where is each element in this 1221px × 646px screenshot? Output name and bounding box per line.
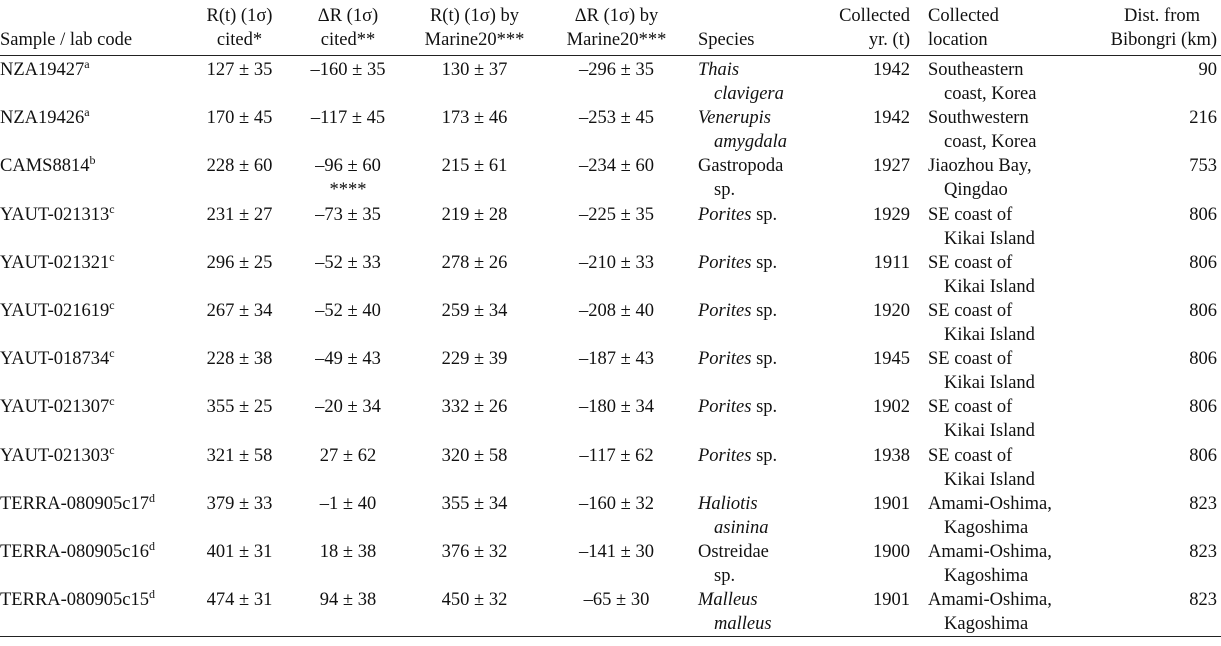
cell-rt-cited: 267 ± 34	[206, 300, 273, 321]
cell-sample: NZA19426$^a$	[0, 105, 90, 129]
species-suffix: sp.	[751, 445, 778, 466]
cell-collected-location: SE coast of Kikai Island	[928, 397, 1035, 442]
table-row	[0, 106, 1221, 154]
species-name: Porites	[698, 349, 752, 370]
cell-rt-marine20: 173 ± 46	[441, 108, 508, 129]
cell-rt-cited: 474 ± 31	[206, 590, 273, 611]
header-rt-cited: R(t) (1σ) cited*	[206, 6, 273, 50]
species-suffix: sp.	[751, 397, 778, 418]
footnote-marker: c	[109, 201, 115, 216]
cell-dr-cited: –160 ± 35	[310, 60, 386, 80]
species-suffix: sp.	[751, 349, 778, 370]
cell-species	[688, 444, 814, 492]
table-row	[0, 540, 1221, 588]
cell-dr-cited: 18 ± 38	[319, 541, 377, 562]
species-suffix: sp.	[751, 204, 778, 225]
cell-dr-cited: 27 ± 62	[319, 445, 377, 466]
cell-collected-year: 1900	[873, 541, 910, 562]
cell-dr-cited: –73 ± 35	[315, 204, 381, 225]
cell-rt-cited: 355 ± 25	[206, 397, 273, 418]
cell-collected-year: 1901	[873, 493, 910, 514]
cell-distance: 806	[1189, 397, 1217, 418]
cell-rt-marine20: 332 ± 26	[441, 397, 508, 418]
table-body	[0, 56, 1221, 637]
cell-rt-marine20: 355 ± 34	[441, 493, 508, 514]
footnote-marker: c	[109, 442, 115, 457]
cell-dr-marine20: –180 ± 34	[579, 397, 654, 418]
cell-dr-marine20: –234 ± 60	[579, 156, 654, 177]
cell-distance: 806	[1189, 252, 1217, 273]
cell-rt-marine20: 229 ± 39	[441, 349, 508, 370]
cell-dr-cited: 94 ± 38	[319, 590, 377, 611]
header-collected-year: Collected yr. (t)	[839, 6, 910, 50]
table-row	[0, 56, 1221, 107]
cell-sample: YAUT-021321$^c$	[0, 249, 115, 273]
cell-collected-year: 1942	[873, 108, 910, 129]
table-row	[0, 444, 1221, 492]
table-row	[0, 154, 1221, 202]
cell-collected-location: Amami-Oshima, Kagoshima	[928, 493, 1052, 538]
cell-sample: NZA19427$^a$	[0, 57, 90, 80]
species-name-line2: malleus	[714, 614, 772, 635]
table-row	[0, 251, 1221, 299]
species-name-line2: asinina	[714, 517, 769, 538]
cell-collected-location: Amami-Oshima, Kagoshima	[928, 590, 1052, 635]
cell-rt-marine20: 215 ± 61	[441, 156, 508, 177]
footnote-marker: d	[149, 490, 156, 505]
cell-collected-location: SE coast of Kikai Island	[928, 445, 1035, 490]
cell-collected-year: 1920	[873, 300, 910, 321]
cell-dr-cited: –52 ± 33	[315, 252, 381, 273]
cell-rt-marine20: 320 ± 58	[441, 445, 508, 466]
cell-distance: 753	[1189, 156, 1217, 177]
footnote-marker: c	[109, 297, 115, 312]
header-distance: Dist. from Bibongri (km)	[1110, 6, 1217, 50]
cell-dr-cited: –1 ± 40	[319, 493, 377, 514]
header-row	[0, 0, 1221, 56]
species-name: Gastropoda	[698, 156, 784, 177]
cell-distance: 90	[1198, 60, 1217, 80]
cell-rt-cited: 296 ± 25	[206, 252, 273, 273]
cell-rt-marine20: 130 ± 37	[441, 60, 508, 80]
cell-collected-location: SE coast of Kikai Island	[928, 204, 1035, 249]
cell-sample: YAUT-021619$^c$	[0, 297, 115, 321]
cell-species	[688, 106, 814, 154]
cell-species	[688, 251, 814, 299]
footnote-marker: a	[84, 105, 90, 120]
cell-collected-location: Southwestern coast, Korea	[928, 108, 1037, 153]
cell-sample: TERRA-080905c16$^d$	[0, 538, 156, 562]
cell-rt-cited: 321 ± 58	[206, 445, 273, 466]
cell-collected-location: SE coast of Kikai Island	[928, 349, 1035, 394]
cell-collected-location: SE coast of Kikai Island	[928, 252, 1035, 297]
table-row	[0, 203, 1221, 251]
cell-dr-marine20: –160 ± 32	[579, 493, 654, 514]
cell-dr-marine20: –187 ± 43	[579, 349, 654, 370]
cell-dr-cited: –52 ± 40	[315, 300, 381, 321]
cell-collected-year: 1929	[873, 204, 910, 225]
cell-collected-year: 1927	[873, 156, 910, 177]
cell-rt-marine20: 376 ± 32	[441, 541, 508, 562]
cell-distance: 806	[1189, 204, 1217, 225]
species-suffix: sp.	[751, 300, 778, 321]
species-name: Porites	[698, 300, 752, 321]
cell-collected-year: 1942	[873, 60, 910, 80]
cell-sample: YAUT-021313$^c$	[0, 201, 115, 225]
cell-dr-cited: –49 ± 43	[315, 349, 381, 370]
cell-dr-cited: –117 ± 45	[310, 108, 386, 129]
footnote-marker: c	[109, 346, 115, 361]
cell-rt-cited: 401 ± 31	[206, 541, 273, 562]
cell-distance: 806	[1189, 300, 1217, 321]
cell-sample: TERRA-080905c15$^d$	[0, 587, 156, 611]
footnote-marker: d	[149, 538, 156, 553]
species-name: Ostreidae	[698, 541, 769, 562]
cell-sample: YAUT-021303$^c$	[0, 442, 115, 466]
cell-collected-location: Amami-Oshima, Kagoshima	[928, 541, 1052, 586]
cell-rt-cited: 231 ± 27	[206, 204, 273, 225]
footnote-marker: a	[84, 57, 90, 71]
cell-rt-cited: 379 ± 33	[206, 493, 273, 514]
cell-dr-cited: –20 ± 34	[315, 397, 381, 418]
cell-species	[688, 588, 814, 637]
species-name: Thais	[698, 60, 740, 80]
species-name-line2: sp.	[714, 180, 736, 201]
cell-rt-cited: 127 ± 35	[206, 60, 273, 80]
species-name-line2: sp.	[714, 565, 736, 586]
species-name: Porites	[698, 445, 752, 466]
cell-collected-year: 1938	[873, 445, 910, 466]
cell-dr-marine20: –253 ± 45	[579, 108, 654, 129]
cell-rt-marine20: 450 ± 32	[441, 590, 508, 611]
cell-rt-cited: 170 ± 45	[206, 108, 273, 129]
cell-dr-marine20: –296 ± 35	[579, 60, 654, 80]
cell-dr-marine20: –65 ± 30	[583, 590, 650, 611]
cell-collected-location: Jiaozhou Bay, Qingdao	[928, 156, 1032, 201]
cell-dr-marine20: –210 ± 33	[579, 252, 654, 273]
table-row	[0, 299, 1221, 347]
cell-sample: CAMS8814$^b$	[0, 153, 96, 177]
cell-sample: YAUT-018734$^c$	[0, 346, 115, 370]
species-name: Haliotis	[698, 493, 758, 514]
cell-species	[688, 492, 814, 540]
header-dr-marine20: ΔR (1σ) by Marine20***	[566, 6, 667, 50]
species-name: Venerupis	[698, 108, 771, 129]
cell-species	[688, 395, 814, 443]
footnote-marker: b	[89, 153, 96, 168]
footnote-marker: c	[109, 249, 115, 264]
species-name: Porites	[698, 204, 752, 225]
species-name: Porites	[698, 252, 752, 273]
species-name-line2: clavigera	[714, 84, 784, 104]
species-suffix: sp.	[751, 252, 778, 273]
cell-species	[688, 540, 814, 588]
cell-dr-marine20: –208 ± 40	[579, 300, 654, 321]
cell-rt-cited: 228 ± 38	[206, 349, 273, 370]
header-rt-marine20: R(t) (1σ) by Marine20***	[424, 6, 525, 50]
species-name: Malleus	[698, 590, 758, 611]
cell-distance: 806	[1189, 445, 1217, 466]
cell-species	[688, 56, 814, 107]
table-row	[0, 492, 1221, 540]
cell-species	[688, 154, 814, 202]
cell-species	[688, 347, 814, 395]
header-species: Species	[698, 30, 755, 50]
cell-rt-marine20: 259 ± 34	[441, 300, 508, 321]
cell-distance: 806	[1189, 349, 1217, 370]
cell-rt-cited: 228 ± 60	[206, 156, 273, 177]
cell-collected-location: SE coast of Kikai Island	[928, 300, 1035, 345]
cell-species	[688, 203, 814, 251]
cell-collected-year: 1902	[873, 397, 910, 418]
table-row	[0, 347, 1221, 395]
cell-dr-marine20: –141 ± 30	[579, 541, 654, 562]
cell-sample: TERRA-080905c17$^d$	[0, 490, 156, 514]
cell-rt-marine20: 278 ± 26	[441, 252, 508, 273]
cell-collected-location: Southeastern coast, Korea	[928, 60, 1037, 104]
cell-dr-cited: –96 ± 60 ****	[292, 154, 404, 202]
table-row	[0, 588, 1221, 637]
cell-collected-year: 1911	[873, 252, 910, 273]
header-collected-location: Collected location	[928, 6, 999, 50]
header-dr-cited: ΔR (1σ) cited**	[317, 6, 379, 50]
cell-dr-marine20: –225 ± 35	[579, 204, 654, 225]
dr-note: ****	[329, 180, 367, 201]
cell-distance: 823	[1189, 590, 1217, 611]
cell-dr-marine20: –117 ± 62	[579, 445, 654, 466]
cell-sample: YAUT-021307$^c$	[0, 394, 115, 418]
cell-rt-marine20: 219 ± 28	[441, 204, 508, 225]
footnote-marker: c	[109, 394, 115, 409]
cell-distance: 216	[1189, 108, 1217, 129]
cell-collected-year: 1945	[873, 349, 910, 370]
cell-distance: 823	[1189, 493, 1217, 514]
species-name: Porites	[698, 397, 752, 418]
table-row	[0, 395, 1221, 443]
species-name-line2: amygdala	[714, 132, 787, 153]
cell-collected-year: 1901	[873, 590, 910, 611]
cell-species	[688, 299, 814, 347]
footnote-marker: d	[149, 587, 156, 602]
header-sample: Sample / lab code	[0, 30, 133, 50]
cell-distance: 823	[1189, 541, 1217, 562]
